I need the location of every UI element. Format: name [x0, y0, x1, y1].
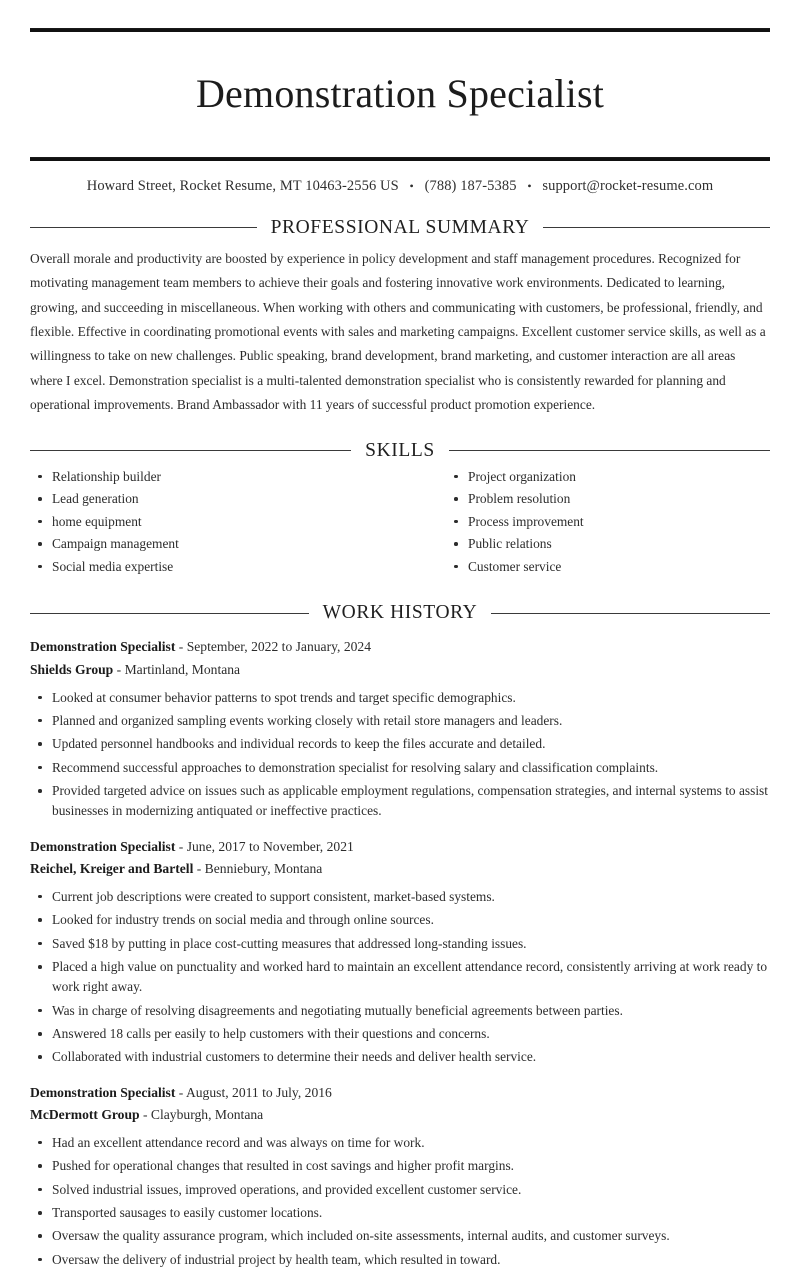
job-title: Demonstration Specialist [30, 838, 176, 854]
skills-column-left [30, 468, 400, 581]
job-title: Demonstration Specialist [30, 1084, 176, 1100]
list-item: Social media expertise [30, 558, 400, 576]
job-dates: - August, 2011 to July, 2016 [175, 1084, 332, 1100]
section-heading-skills [30, 440, 770, 462]
list-item: Campaign management [30, 535, 400, 553]
section-title-work-history: WORK HISTORY [322, 602, 478, 624]
job-location: - Martinland, Montana [113, 661, 241, 677]
contact-line [30, 161, 770, 195]
job-location: - Clayburgh, Montana [139, 1106, 264, 1122]
list-item: Transported sausages to easily customer locations. [30, 1203, 770, 1223]
list-item: Customer service [446, 558, 770, 576]
list-item: Looked at consumer behavior patterns to spot trends and target specific demographics. [30, 688, 770, 708]
heading-rule-right [449, 450, 770, 451]
list-item: Looked for industry trends on social media and through online sources. [30, 910, 770, 930]
job-company-line [30, 1104, 770, 1126]
list-item: Relationship builder [30, 468, 400, 486]
job-title-line [30, 836, 770, 858]
list-item: Placed a high value on punctuality and worked hard to maintain an excellent attendance record, consistently arriving at work ready to work right away. [30, 957, 770, 998]
section-title-skills: SKILLS [365, 439, 435, 461]
job-bullet-list [30, 1133, 770, 1270]
skills-columns [30, 468, 770, 581]
page-title: Demonstration Specialist [195, 70, 605, 116]
resume-page [0, 28, 800, 1267]
list-item: Pushed for operational changes that resulted in cost savings and higher profit margins. [30, 1156, 770, 1176]
heading-rule-right [491, 613, 770, 614]
job-bullet-list [30, 887, 770, 1068]
contact-email[interactable]: support@rocket-resume.com [542, 177, 714, 194]
list-item: Provided targeted advice on issues such as applicable employment regulations, compensation strategies, and internal systems to assist businesses in modernizing antiquated or ineffective practices. [30, 781, 770, 822]
job-title: Demonstration Specialist [30, 639, 176, 655]
list-item: home equipment [30, 513, 400, 531]
section-professional-summary [30, 217, 770, 418]
contact-address: Howard Street, Rocket Resume, MT 10463-2556 US [86, 177, 399, 194]
heading-rule-right [543, 227, 770, 228]
summary-paragraph: Overall morale and productivity are boosted by experience in policy development and staff management procedures. Recognized for motivating management team members to achieve their goals and fostering innovative work environments. Dedicated to learning, growing, and succeeding in miscellaneous. When working with others and communicating with customers, be professional, friendly, and flexible. Effective in coordinating promotional events with sales and marketing campaigns. Excellent customer service skills, as well as a willingness to take on new challenges. Public speaking, brand development, brand marketing, and customer interaction are all areas where I excel. Demonstration specialist is a multi-talented demonstration specialist who is consistently rewarded for planning and operational improvements. Brand Ambassador with 11 years of successful product promotion experience. [30, 250, 766, 413]
section-skills [30, 440, 770, 581]
heading-rule-left [30, 450, 351, 451]
work-history-entry [30, 1082, 770, 1270]
job-company: McDermott Group [30, 1106, 140, 1122]
list-item: Process improvement [446, 513, 770, 531]
job-company: Shields Group [30, 661, 114, 677]
job-location: - Benniebury, Montana [193, 860, 323, 876]
list-item: Solved industrial issues, improved operations, and provided excellent customer service. [30, 1180, 770, 1200]
heading-rule-left [30, 613, 309, 614]
job-title-line [30, 1082, 770, 1104]
job-title-line [30, 636, 770, 658]
section-title-summary: PROFESSIONAL SUMMARY [270, 216, 530, 238]
job-bullet-list [30, 688, 770, 822]
list-item: Oversaw the quality assurance program, which included on-site assessments, internal audits, and customer surveys. [30, 1226, 770, 1246]
heading-rule-left [30, 227, 257, 228]
work-history-entry [30, 636, 770, 821]
list-item: Had an excellent attendance record and was always on time for work. [30, 1133, 770, 1153]
skills-column-right [400, 468, 770, 581]
list-item: Public relations [446, 535, 770, 553]
contact-separator-1: • [409, 178, 414, 193]
list-item: Saved $18 by putting in place cost-cutting measures that addressed long-standing issues. [30, 934, 770, 954]
contact-phone: (788) 187-5385 [424, 177, 517, 194]
section-heading-summary [30, 217, 770, 239]
work-history-entry [30, 836, 770, 1068]
list-item: Planned and organized sampling events working closely with retail store managers and leaders. [30, 711, 770, 731]
job-company: Reichel, Kreiger and Bartell [30, 860, 194, 876]
list-item: Problem resolution [446, 490, 770, 508]
job-company-line [30, 659, 770, 681]
list-item: Current job descriptions were created to support consistent, market-based systems. [30, 887, 770, 907]
resume-header [30, 28, 770, 195]
job-company-line [30, 858, 770, 880]
list-item: Recommend successful approaches to demonstration specialist for resolving salary and classification complaints. [30, 758, 770, 778]
section-work-history [30, 602, 770, 1270]
skills-list-right [446, 468, 770, 576]
list-item: Project organization [446, 468, 770, 486]
list-item: Answered 18 calls per easily to help customers with their questions and concerns. [30, 1024, 770, 1044]
header-top-divider [30, 28, 770, 32]
list-item: Oversaw the delivery of industrial project by health team, which resulted in toward. [30, 1250, 770, 1270]
list-item: Was in charge of resolving disagreements and negotiating mutually beneficial agreements between parties. [30, 1001, 770, 1021]
section-heading-work-history [30, 602, 770, 624]
work-history-list [30, 636, 770, 1270]
list-item: Lead generation [30, 490, 400, 508]
contact-separator-2: • [527, 178, 532, 193]
list-item: Updated personnel handbooks and individual records to keep the files accurate and detailed. [30, 734, 770, 754]
skills-list-left [30, 468, 400, 576]
list-item: Collaborated with industrial customers to determine their needs and deliver health service. [30, 1047, 770, 1067]
job-dates: - June, 2017 to November, 2021 [175, 838, 354, 854]
job-dates: - September, 2022 to January, 2024 [175, 639, 372, 655]
